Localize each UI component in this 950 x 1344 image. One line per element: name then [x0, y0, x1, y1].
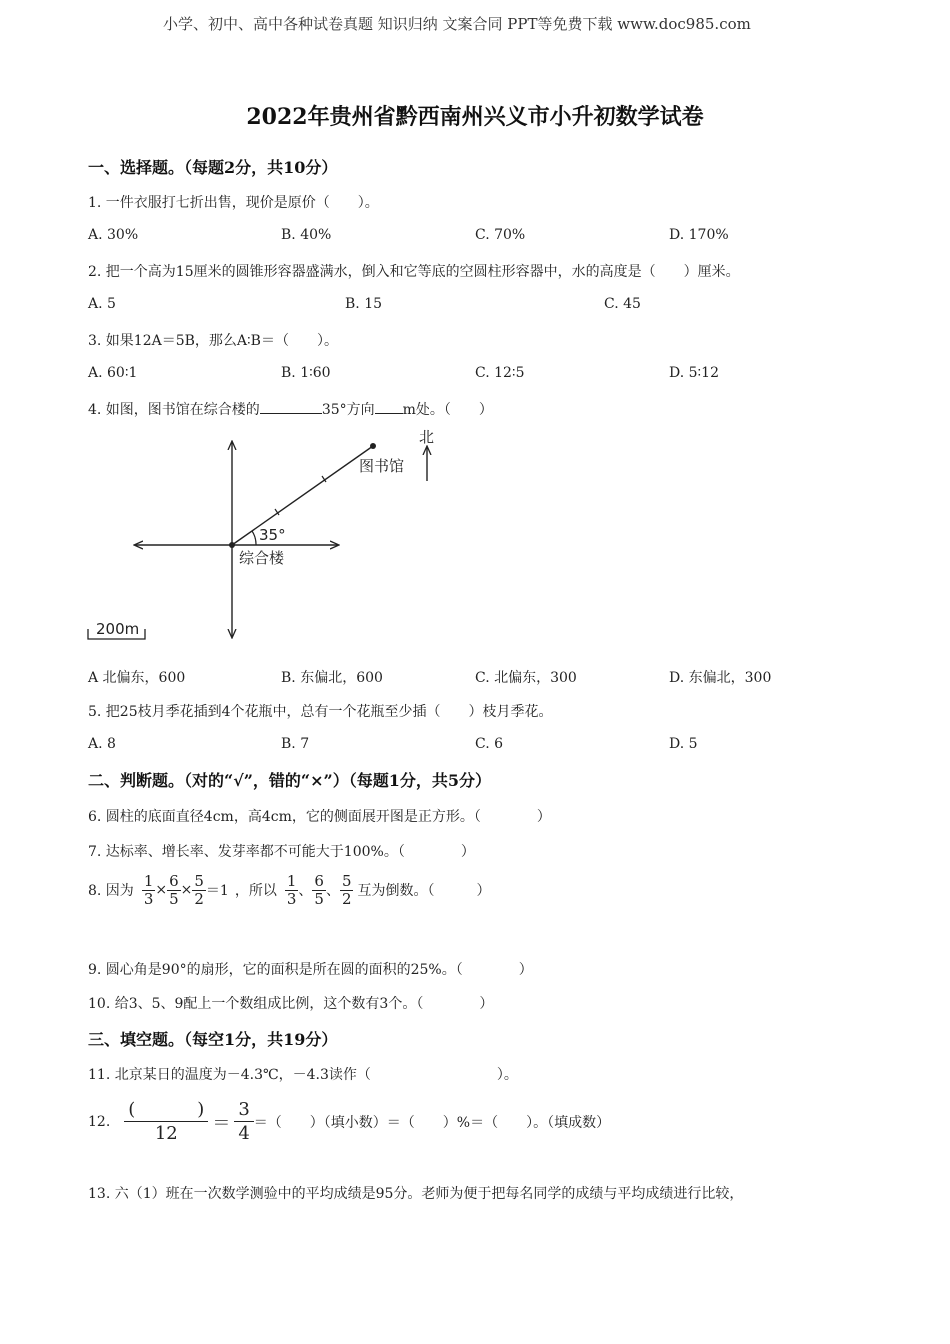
building-point: [229, 542, 235, 548]
library-ray: [232, 446, 373, 545]
q4-blank-distance: [375, 401, 403, 414]
q2-option-c: C. 45: [604, 296, 641, 312]
library-label: 图书馆: [359, 457, 405, 475]
q8-fraction-1-3: $\frac{1}{3}$: [143, 872, 154, 908]
question-13: 13. 六（1）班在一次数学测验中的平均成绩是95分。老师为便于把每名同学的成绩与平均成绩进行比较，: [88, 1186, 744, 1202]
q5-option-a: A. 8: [88, 736, 116, 752]
question-7: 7. 达标率、增长率、发芽率都不可能大于100%。（ ）: [88, 844, 475, 860]
q1-option-a: A. 30%: [88, 227, 139, 243]
section-2-heading: 二、判断题。（对的“√”，错的“×”）（每题1分，共5分）: [88, 771, 492, 790]
library-point: [370, 443, 376, 449]
q4-blank-direction: [260, 401, 322, 414]
q3-option-b: B. 1∶60: [281, 365, 331, 381]
q4-option-b: B. 东偏北，600: [281, 670, 383, 686]
q5-option-d: D. 5: [669, 736, 698, 752]
angle-label: 35°: [259, 526, 286, 544]
q1-option-d: D. 170%: [669, 227, 729, 243]
question-12: 12. ( ) 12 ＝ 3 4 ＝（ ）（填小数）＝（ ）%＝（ ）。（填成数）: [88, 1099, 611, 1145]
q3-option-a: A. 60∶1: [88, 365, 138, 381]
q4-text-mid: 35°方向: [321, 402, 375, 418]
q8-fraction-5-2-b: 5 2: [341, 872, 352, 908]
q3-option-d: D. 5∶12: [669, 365, 719, 381]
q1-option-b: B. 40%: [281, 227, 332, 243]
question-10: 10. 给3、5、9配上一个数组成比例，这个数有3个。（ ）: [88, 996, 494, 1012]
page-header: 小学、初中、高中各种试卷真题 知识归纳 文案合同 PPT等免费下载 www.doc985.com: [163, 15, 751, 33]
q12-fraction-3-4: 3 4: [234, 1098, 253, 1146]
q2-option-a: A. 5: [88, 296, 116, 312]
q12-blank-numerator: [135, 1103, 197, 1115]
direction-diagram: [96, 425, 455, 645]
scale-label: 200m: [96, 620, 140, 638]
q4-text-post: m处。（ ）: [402, 402, 493, 418]
section-1-heading: 一、选择题。（每题2分，共10分）: [88, 158, 338, 177]
q8-fraction-5-2: $\frac{5}{2}$: [194, 872, 204, 908]
q1-option-c: C. 70%: [475, 227, 526, 243]
q12-fraction-blank-12: ( ) 12: [124, 1098, 208, 1146]
q3-option-c: C. 12∶5: [475, 365, 525, 381]
question-11: 11. 北京某日的温度为－4.3℃，－4.3读作（ ）。: [88, 1067, 518, 1083]
question-3: 3. 如果12A＝5B，那么A∶B＝（ ）。: [88, 333, 338, 349]
building-label: 综合楼: [239, 549, 285, 567]
question-4: [88, 399, 493, 419]
exam-title: 2022年贵州省黔西南州兴义市小升初数学试卷: [246, 104, 704, 130]
q4-option-c: C. 北偏东，300: [475, 670, 577, 686]
question-6: 6. 圆柱的底面直径4cm，高4cm，它的侧面展开图是正方形。（ ）: [88, 809, 551, 825]
question-2: 2. 把一个高为15厘米的圆锥形容器盛满水，倒入和它等底的空圆柱形容器中，水的高度是（ ）厘米。: [88, 264, 740, 280]
north-label: 北: [419, 428, 435, 446]
q2-option-b: B. 15: [345, 296, 383, 312]
q8-fraction-1-3-b: 1 3: [286, 872, 297, 908]
question-8: 8. 因为 $\frac{1}{3}$ × $\frac{6}{5}$ × $\frac{5}{2}$ ＝1 ，所以 1 3 、 6 5 、 5 2 互为倒数。（ ）: [88, 872, 491, 908]
q4-text-pre: 4. 如图，图书馆在综合楼的: [88, 402, 260, 418]
q5-option-c: C. 6: [475, 736, 504, 752]
q8-fraction-6-5: $\frac{6}{5}$: [169, 872, 179, 908]
q5-option-b: B. 7: [281, 736, 310, 752]
q8-fraction-6-5-b: 6 5: [314, 872, 324, 908]
q4-option-a: A 北偏东，600: [88, 670, 186, 686]
question-5: 5. 把25枝月季花插到4个花瓶中，总有一个花瓶至少插（ ）枝月季花。: [88, 704, 553, 720]
q4-option-d: D. 东偏北，300: [669, 670, 772, 686]
angle-arc: [252, 531, 256, 545]
section-3-heading: 三、填空题。（每空1分，共19分）: [88, 1030, 338, 1049]
q8-text-pre: 8. 因为: [88, 883, 134, 899]
question-1: 1. 一件衣服打七折出售，现价是原价（ ）。: [88, 195, 379, 211]
question-9: 9. 圆心角是90°的扇形，它的面积是所在圆的面积的25%。（ ）: [88, 962, 533, 978]
